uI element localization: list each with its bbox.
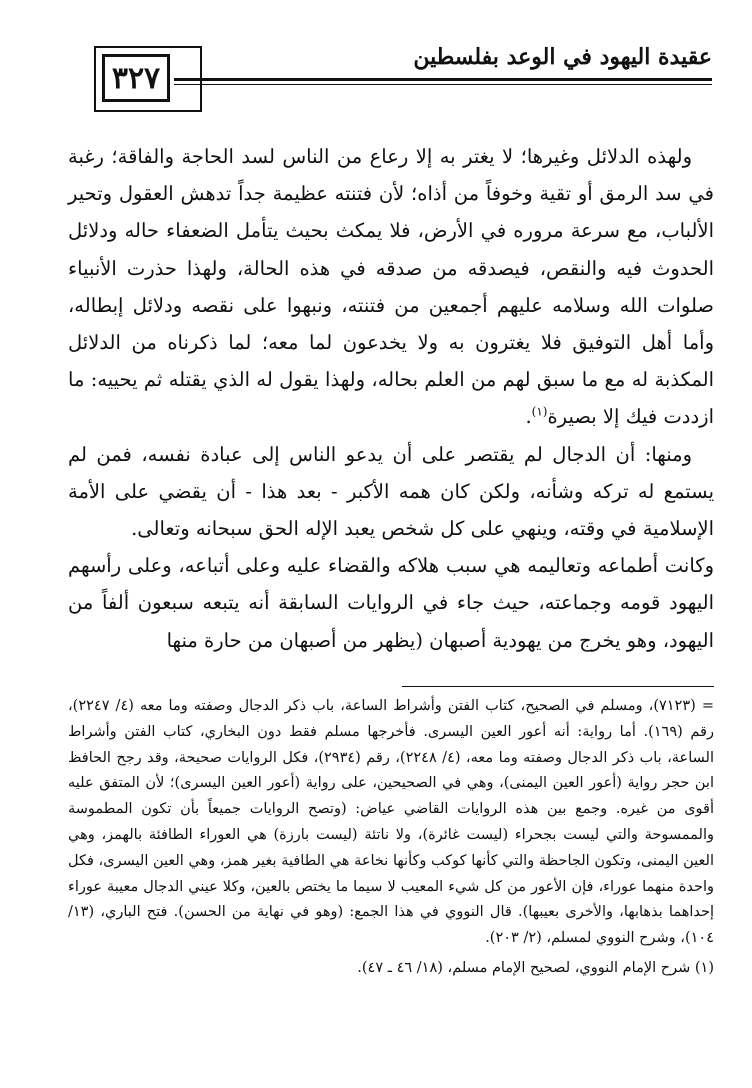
paragraph: ومنها: أن الدجال لم يقتصر على أن يدعو الناس إلى عبادة نفسه، فمن لم يستمع له تركه وشأنه، ولكن كان همه الأكبر - بعد هذا - أن يقضي على الأمة الإسلامية في وقته، وينهي على كل شخص يعبد الإله الحق سبحانه وتعالى. bbox=[68, 442, 714, 541]
header-rule-thin bbox=[174, 84, 712, 85]
footnote-1: (١) شرح الإمام النووي، لصحيح الإمام مسلم، (١٨/ ٤٦ ـ ٤٧). bbox=[357, 959, 714, 976]
main-text bbox=[68, 138, 714, 659]
paragraph: وكانت أطماعه وتعاليمه هي سبب هلاكه والقضاء عليه وعلى أتباعه، وعلى رأسهم اليهود قومه وجماعته، حيث جاء في الروايات السابقة أنه يتبعه سبعون ألفاً من اليهود، وهو يخرج من يهودية أصبهان (يظهر من أصبهان من حارة منها bbox=[68, 554, 714, 652]
footnote-separator bbox=[402, 686, 714, 687]
paragraph bbox=[68, 138, 714, 436]
paragraph-end: . bbox=[525, 405, 532, 429]
footnotes bbox=[68, 694, 714, 982]
running-title: عقيدة اليهود في الوعد بفلسطين bbox=[413, 44, 712, 70]
header-rule-thick bbox=[174, 78, 712, 81]
footnote-continuation: = (٧١٢٣)، ومسلم في الصحيح، كتاب الفتن وأشراط الساعة، باب ذكر الدجال وصفته وما معه (٤/ ٢٢٤٧)، رقم (١٦٩). أما رواية: أنه أعور العين اليسرى. فأخرجها مسلم فقط دون البخاري، كتاب الفتن وأشراط الساعة، باب ذكر الدجال وصفته وما معه، (٤/ ٢٢٤٨)، رقم (٢٩٣٤)، فكل الروايات صحيحة، وقد رجح الحافظ ابن حجر رواية (أعور العين اليمنى)، وهي في الصحيحين، على رواية (أعور العين اليسرى)؛ لأن المتفق عليه أقوى من غيره. وجمع بين هذه الروايات القاضي عياض: (وتصح الروايات جميعاً بأن تكون المطموسة والممسوحة والتي ليست بجحراء (ليست غائرة)، ولا ناتئة (ليست بارزة) هي العوراء الطافئة بالهمز، وهي العين اليمنى، وتكون الجاحظة والتي كأنها كوكب وكأنها نخاعة هي الطافية بغير همز، وهي العين اليسرى، فكل واحدة منهما عوراء، فإن الأعور من كل شيء المعيب لا سيما ما يختص بالعين، وكلا عيني الدجال معيبة عوراء إحداهما بذهابها، والأخرى بعيبها). قال النووي في هذا الجمع: (وهو في نهاية من الحسن). فتح الباري، (١٣/ ١٠٤)، وشرح النووي لمسلم، (٢/ ٢٠٣). bbox=[68, 698, 714, 947]
paragraph-text: ولهذه الدلائل وغيرها؛ لا يغتر به إلا رعاع من الناس لسد الحاجة والفاقة؛ رغبة في سد الرمق أو تقية وخوفاً من أذاه؛ لأن فتنته عظيمة جداً تدهش العقول وتحير الألباب، مع سرعة مروره في الأرض، فلا يمكث بحيث يتأمل الضعفاء حاله ودلائل الحدوث فيه والنقص، فيصدقه من صدقه في هذه الحالة، ولهذا حذرت الأنبياء صلوات الله وسلامه عليهم أجمعين من فتنته، ونبهوا على نقصه ودلائل إبطاله، وأما أهل التوفيق فلا يغترون به ولا يخدعون لما معه؛ لما ذكرناه من الدلائل المكذبة له مع ما سبق لهم من العلم بحاله، ولهذا يقول له الذي يقتله ثم يحييه: ما ازددت فيك إلا بصيرة bbox=[68, 145, 714, 429]
footnote-reference: (١) bbox=[531, 404, 548, 419]
running-header bbox=[66, 42, 712, 110]
page-number: ٣٢٧ bbox=[102, 54, 170, 102]
